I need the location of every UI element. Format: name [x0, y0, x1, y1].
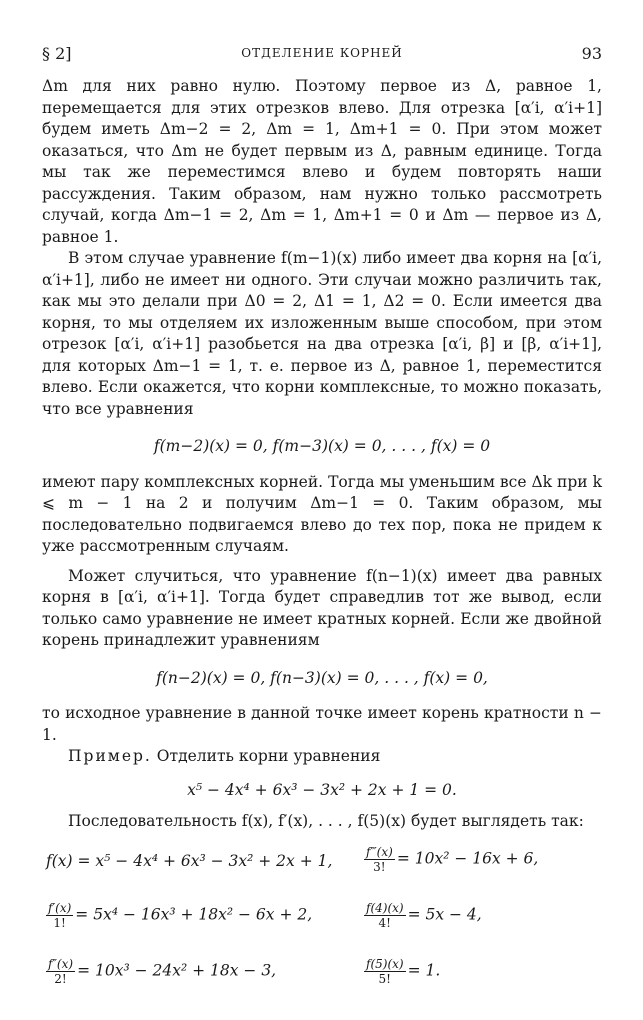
fraction-f2-numerator: f″(x)	[48, 956, 74, 971]
running-header	[42, 44, 602, 68]
derivative-formulas	[42, 845, 602, 1020]
fraction-f4	[364, 901, 406, 930]
fraction-f5	[364, 957, 406, 986]
paragraph-example	[42, 746, 602, 768]
fraction-f5-numerator: f(5)(x)	[366, 956, 404, 971]
example-label: Пример.	[68, 747, 152, 765]
fraction-f1-denominator: 1!	[53, 915, 66, 930]
fraction-f2	[46, 957, 75, 986]
paragraph-1: Δm для них равно нулю. Поэтому первое из Δ, равное 1, перемещается для этих отрезков влево. Для отрезка [α′i, α′i+1] будем иметь Δm−2 = 2, Δm = 1, Δm+1 = 0. При этом может оказаться, что Δm не будет первым из Δ, равным единице. Тогда мы так же переместимся влево и будем повторять наши рассуждения. Таким образом, нам нужно только рассмотреть случай, когда Δm−1 = 2, Δm = 1, Δm+1 = 0 и Δm — первое из Δ, равное 1.	[42, 77, 602, 246]
formula-f4-rhs: = 5x − 4,	[407, 905, 482, 923]
fraction-f3	[364, 845, 395, 874]
example-text: Отделить корни уравнения	[156, 747, 381, 765]
formula-f1	[46, 901, 312, 930]
fraction-f1	[46, 901, 73, 930]
formula-f5-rhs: = 1.	[407, 961, 441, 979]
fraction-f1-numerator: f′(x)	[48, 900, 72, 915]
paragraph-3: имеют пару комплексных корней. Тогда мы уменьшим все Δk при k ⩽ m − 1 на 2 и получим Δm−1 = 0. Таким образом, мы последовательно подвигаемся влево до тех пор, пока не придем к уже рассмотренным случаям.	[42, 472, 602, 555]
page-number: 93	[581, 44, 602, 63]
formula-f4	[364, 901, 482, 930]
paragraph-2: В этом случае уравнение f(m−1)(x) либо имеет два корня на [α′i, α′i+1], либо не имеет ни одного. Эти случаи можно различить так, как мы это делали при Δ0 = 2, Δ1 = 1, Δ2 = 0. Если имеется два корня, то мы отделяем их изложенным выше способом, при этом отрезок [α′i, α′i+1] разобьется на два отрезка [α′i, β] и [β, α′i+1], для которых Δm−1 = 1, т. е. первое из Δ, равное 1, переместится влево. Если окажется, что корни комплексные, то можно показать, что все уравнения	[42, 249, 602, 418]
fraction-f2-denominator: 2!	[54, 971, 67, 986]
formula-f3-rhs: = 10x² − 16x + 6,	[396, 849, 539, 867]
formula-f5	[364, 957, 440, 986]
fraction-f5-denominator: 5!	[378, 971, 392, 986]
formula-f0: f(x) = x⁵ − 4x⁴ + 6x³ − 3x² + 2x + 1,	[46, 851, 333, 870]
paragraph-6: Последовательность f(x), f′(x), . . . , f(5)(x) будет выглядеть так:	[68, 812, 584, 830]
section-marker: § 2]	[42, 44, 72, 63]
running-title: ОТДЕЛЕНИЕ КОРНЕЙ	[241, 46, 403, 60]
formula-f1-rhs: = 5x⁴ − 16x³ + 18x² − 6x + 2,	[75, 905, 313, 923]
equation-2: f(n−2)(x) = 0, f(n−3)(x) = 0, . . . , f(x) = 0,	[156, 668, 488, 687]
formula-f3	[364, 845, 538, 874]
equation-1: f(m−2)(x) = 0, f(m−3)(x) = 0, . . . , f(x) = 0	[153, 437, 491, 455]
fraction-f3-denominator: 3!	[373, 859, 386, 874]
fraction-f4-denominator: 4!	[378, 915, 392, 930]
fraction-f4-numerator: f(4)(x)	[366, 900, 404, 915]
equation-3: x⁵ − 4x⁴ + 6x³ − 3x² + 2x + 1 = 0.	[187, 780, 457, 799]
formula-f2-rhs: = 10x³ − 24x² + 18x − 3,	[77, 961, 277, 979]
paragraph-5: то исходное уравнение в данной точке имеет корень кратности n − 1.	[42, 704, 602, 744]
page-body	[42, 76, 602, 1020]
fraction-f3-numerator: f‴(x)	[366, 844, 393, 859]
paragraph-4: Может случиться, что уравнение f(n−1)(x) имеет два равных корня в [α′i, α′i+1]. Тогда будет справедлив тот же вывод, если только само уравнение не имеет кратных корней. Если же двойной корень принадлежит уравнениям	[42, 566, 602, 649]
formula-f2	[46, 957, 276, 986]
